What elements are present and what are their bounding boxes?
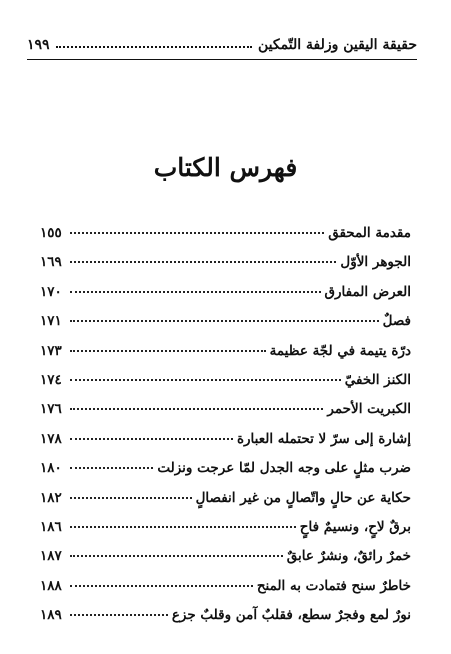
toc-entry [40,431,411,460]
toc-leader-dots [70,261,336,263]
toc-entry [40,490,411,519]
toc-leader-dots [70,379,341,381]
toc-entry-text: برقٌ لاحٍ، ونسيمٌ فاحٍ [299,518,411,535]
toc-leader-dots [70,614,168,616]
toc-leader-dots [70,408,323,410]
toc-entry-page: ١٧٨ [40,430,62,447]
header-title: حقيقة اليقين وزلفة التّمكين [258,37,417,53]
toc-entry-text: حكاية عن حالٍ واتّصالٍ من غير انفصالٍ [195,489,411,506]
toc-entry-text: مقدمة المحقق [328,225,411,241]
toc-entry [40,607,411,636]
toc-leader-dots [70,291,321,293]
toc-entry [40,548,411,577]
header-page-number: ١٩٩ [27,37,50,53]
toc-entry-text: نورٌ لمع وفجرٌ سطع، فقلبٌ آمن وقلبٌ جزع [171,607,411,624]
toc-entry [40,519,411,548]
toc-entry [40,578,411,607]
toc-entry [40,343,411,372]
toc-leader-dots [70,438,233,440]
toc-entry-page: ١٨٩ [40,607,62,624]
toc-entry-text: إشارة إلى سرّ لا تحتمله العبارة [236,430,411,447]
toc-entry [40,401,411,430]
toc-entry-text: خاطرٌ سنح فتمادت به المنح [256,577,411,594]
toc-leader-dots [70,585,253,587]
toc-leader-dots [70,497,192,499]
toc-entry-text: العرض المفارق [324,283,411,300]
toc-entry-page: ١٨٧ [40,548,62,565]
toc-entry-text: الجوهر الأوّل [340,254,411,271]
toc-entry-text: درّة يتيمة في لجّة عظيمة [269,342,411,359]
toc-entry-page: ١٧٣ [40,342,62,359]
toc-leader-dots [70,350,266,352]
toc-list [40,225,411,636]
toc-entry [40,284,411,313]
toc-entry-text: الكنز الخفيّ [344,371,411,388]
toc-entry [40,254,411,283]
toc-entry [40,225,411,254]
toc-entry-page: ١٧١ [40,313,62,330]
toc-entry [40,313,411,342]
toc-title: فهرس الكتاب [153,153,298,182]
header-rule [27,59,417,60]
toc-leader-dots [70,232,324,234]
toc-entry-text: فصلٌ [382,313,411,330]
toc-leader-dots [70,467,153,469]
toc-entry-page: ١٦٩ [40,254,62,271]
toc-leader-dots [70,526,296,528]
running-header [27,33,417,57]
toc-entry-page: ١٧٤ [40,371,62,388]
toc-entry [40,372,411,401]
toc-leader-dots [70,320,379,322]
toc-entry-page: ١٥٥ [40,225,62,241]
toc-entry-page: ١٧٦ [40,401,62,418]
toc-entry-page: ١٨٦ [40,518,62,535]
toc-entry-text: ضرب مثلٍ على وجه الجدل لمّا عرجت ونزلت [157,460,411,477]
toc-entry-text: الكبريت الأحمر [327,401,411,418]
toc-leader-dots [70,555,283,557]
toc-entry-page: ١٧٠ [40,283,62,300]
header-leader-dots [56,46,252,48]
toc-entry-text: خمرٌ رائقٌ، ونشرٌ عابقٌ [286,548,411,565]
toc-entry-page: ١٨٠ [40,460,62,477]
toc-entry-page: ١٨٢ [40,489,62,506]
toc-entry [40,460,411,489]
toc-entry-page: ١٨٨ [40,577,62,594]
